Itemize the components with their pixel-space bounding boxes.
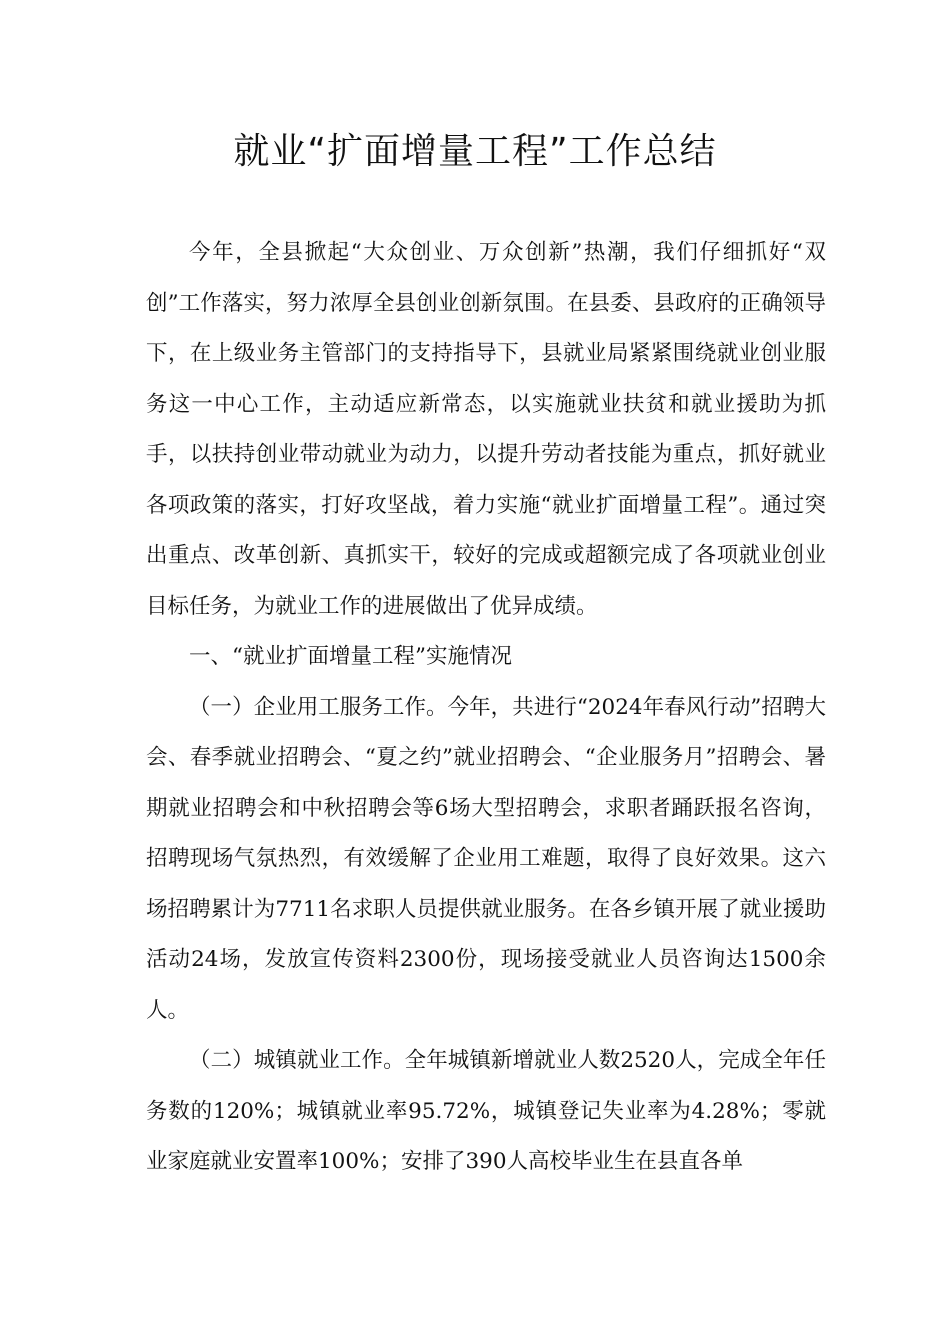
document-title: 就业“扩面增量工程”工作总结: [233, 131, 717, 172]
document-body: [146, 228, 826, 1188]
intro-paragraph: 今年，全县掀起“大众创业、万众创新”热潮，我们仔细抓好“双创”工作落实，努力浓厚全县创业创新氛围。在县委、县政府的正确领导下，在上级业务主管部门的支持指导下，县就业局紧紧围绕就业创业服务这一中心工作，主动适应新常态，以实施就业扶贫和就业援助为抓手，以扶持创业带动就业为动力，以提升劳动者技能为重点，抓好就业各项政策的落实，打好攻坚战，着力实施“就业扩面增量工程”。通过突出重点、改革创新、真抓实干，较好的完成或超额完成了各项就业创业目标任务，为就业工作的进展做出了优异成绩。: [146, 240, 826, 619]
subsection-paragraph-2: （二）城镇就业工作。全年城镇新增就业人数2520人，完成全年任务数的120%；城镇就业率95.72%，城镇登记失业率为4.28%；零就业家庭就业安置率100%；安排了390人高校毕业生在县直各单: [146, 1048, 826, 1174]
section-heading: 一、“就业扩面增量工程”实施情况: [189, 644, 512, 669]
subsection-paragraph-1: （一）企业用工服务工作。今年，共进行“2024年春风行动”招聘大会、春季就业招聘会、“夏之约”就业招聘会、“企业服务月”招聘会、暑期就业招聘会和中秋招聘会等6场大型招聘会，求职者踊跃报名咨询，招聘现场气氛热烈，有效缓解了企业用工难题，取得了良好效果。这六场招聘累计为7711名求职人员提供就业服务。在各乡镇开展了就业援助活动24场，发放宣传资料2300份，现场接受就业人员咨询达1500余人。: [146, 694, 826, 1023]
